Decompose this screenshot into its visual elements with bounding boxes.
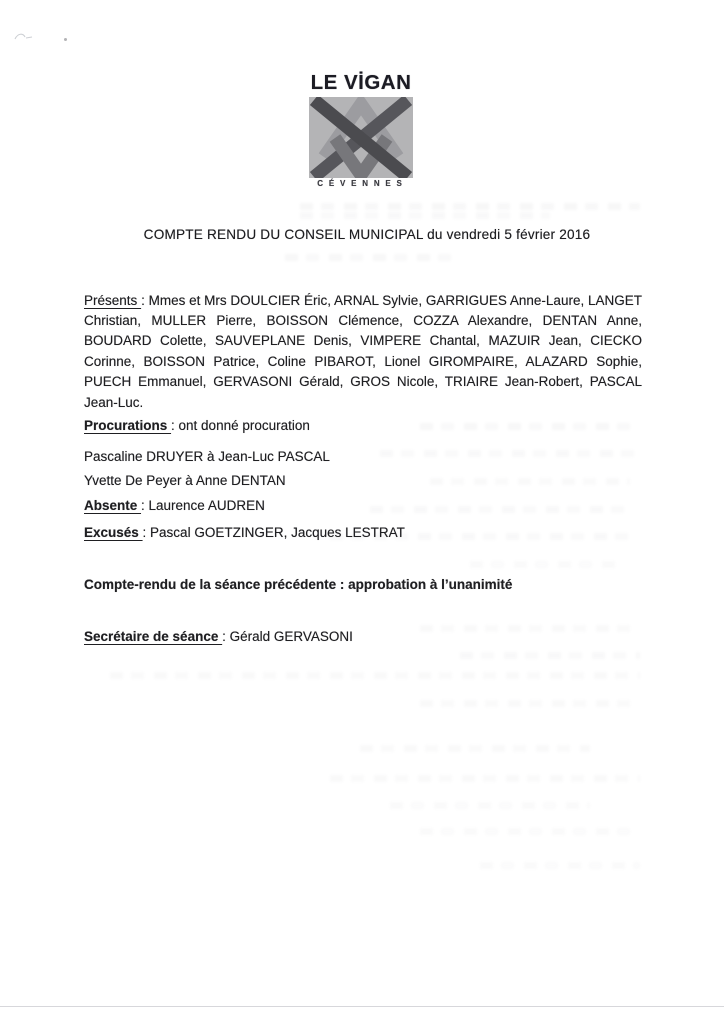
bleedthrough-artifact: [420, 700, 640, 707]
absente-text: : Laurence AUDREN: [141, 498, 265, 513]
bleedthrough-artifact: [300, 203, 640, 210]
bleedthrough-artifact: [470, 561, 620, 568]
pencil-mark-artifact: [12, 29, 42, 43]
compte-rendu-line: Compte-rendu de la séance précédente : approbation à l’unanimité: [84, 577, 513, 592]
bleedthrough-artifact: [330, 775, 640, 782]
bleedthrough-artifact: [420, 423, 630, 430]
bleedthrough-artifact: [300, 212, 550, 219]
presents-text: : Mmes et Mrs DOULCIER Éric, ARNAL Sylvie, GARRIGUES Anne-Laure, LANGET Christian, MULLER Pierre, BOISSON Clémence, COZZA Alexandre, DENTAN Anne, BOUDARD Colette, SAUVEPLANE Denis, VIMPERE Chantal, MAZUIR Jean, CIECKO Corinne, BOISSON Patrice, Coline PIBAROT, Lionel GIROMPAIRE, ALAZARD Sophie, PUECH Emmanuel, GERVASONI Gérald, GROS Nicole, TRIAIRE Jean-Robert, PASCAL Jean-Luc.: [84, 292, 642, 410]
absente-label: Absente: [84, 498, 142, 513]
secretaire-text: : Gérald GERVASONI: [222, 629, 353, 644]
bleedthrough-artifact: [480, 862, 640, 869]
bleedthrough-artifact: [420, 828, 640, 835]
procurations-label: Procurations: [84, 418, 172, 433]
procurations-line: [84, 417, 310, 434]
presents-label: Présents: [84, 292, 142, 308]
bleedthrough-artifact: [380, 450, 635, 457]
absente-line: [84, 497, 265, 514]
logo-title: LE VİGAN: [310, 71, 412, 94]
scan-edge-artifact: [0, 1006, 724, 1007]
vigan-vv-monogram-icon: [309, 97, 413, 178]
bleedthrough-artifact: [110, 672, 640, 679]
excuses-label: Excusés: [84, 525, 143, 540]
speck-artifact: [64, 38, 67, 41]
presents-paragraph: [84, 291, 642, 413]
excuses-text: : Pascal GOETZINGER, Jacques LESTRAT: [142, 525, 405, 540]
bleedthrough-artifact: [420, 625, 630, 632]
secretaire-label: Secrétaire de séance: [84, 629, 223, 644]
municipality-logo: [308, 72, 414, 188]
bleedthrough-artifact: [390, 802, 590, 809]
secretaire-line: [84, 628, 353, 645]
procuration-entry: Yvette De Peyer à Anne DENTAN: [84, 473, 286, 488]
bleedthrough-artifact: [460, 652, 640, 659]
bleedthrough-artifact: [370, 506, 630, 513]
bleedthrough-artifact: [360, 745, 590, 752]
bleedthrough-artifact: [430, 478, 630, 485]
excuses-line: [84, 524, 405, 541]
page-title: COMPTE RENDU DU CONSEIL MUNICIPAL du vendredi 5 février 2016: [143, 227, 591, 242]
procurations-text: : ont donné procuration: [171, 418, 310, 433]
bleedthrough-artifact: [285, 254, 460, 261]
procuration-entry: Pascaline DRUYER à Jean-Luc PASCAL: [84, 449, 330, 464]
logo-subtitle: CÉVENNES: [317, 179, 408, 188]
